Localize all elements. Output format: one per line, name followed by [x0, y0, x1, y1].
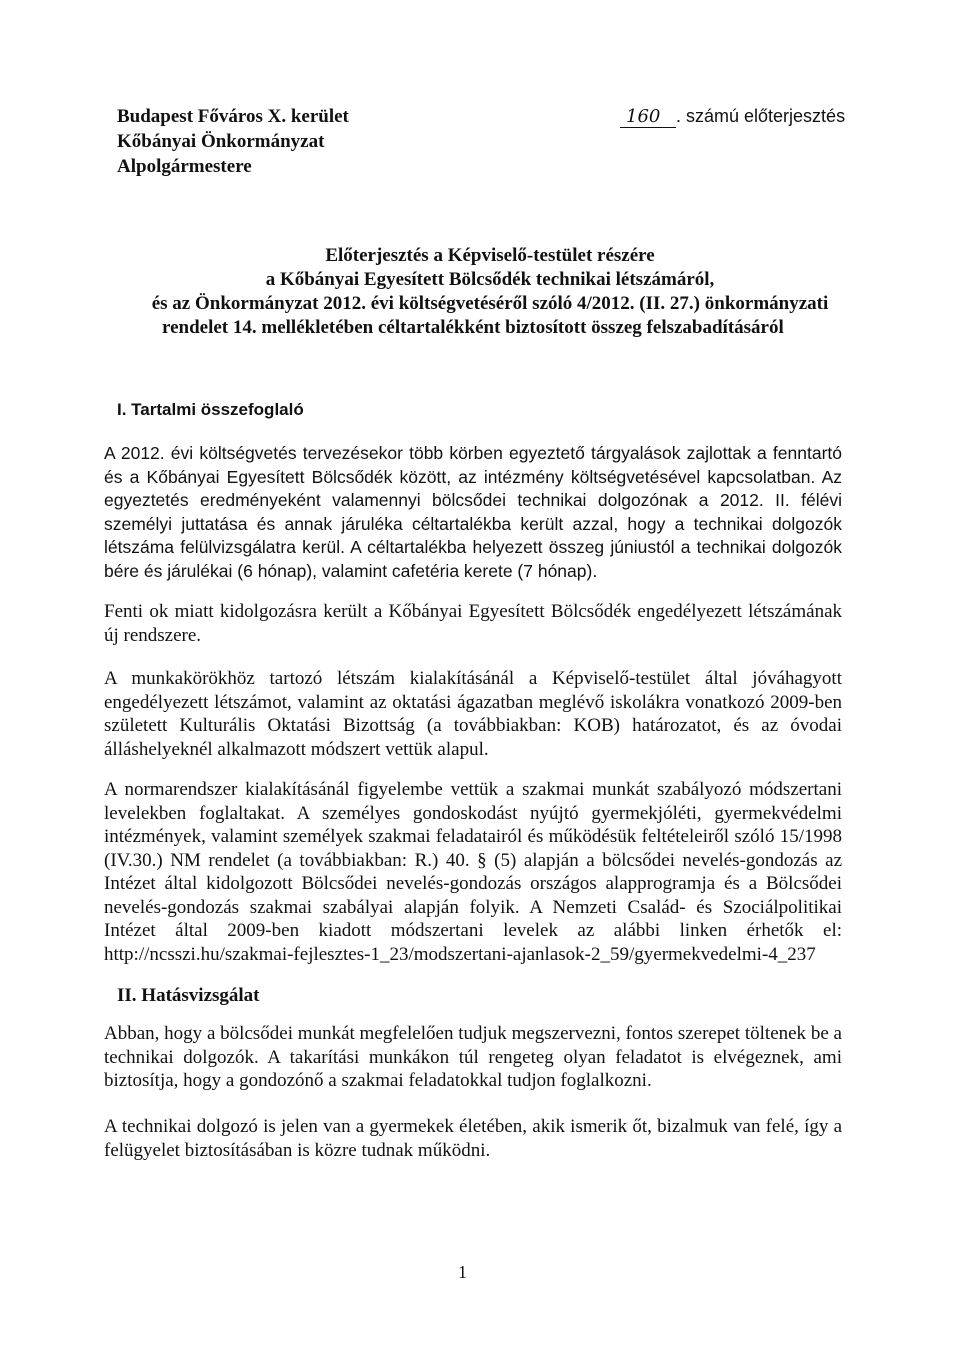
issuer-block: [117, 104, 349, 179]
impact-paragraph-2: A technikai dolgozó is jelen van a gyermekek életében, akik ismerik őt, bizalmuk van felé, így a felügyelet biztosításában is közre tudnak működni.: [104, 1116, 842, 1161]
issuer-line-office: Alpolgármestere: [117, 156, 252, 177]
document-title: [110, 244, 870, 340]
issuer-line-district: Budapest Főváros X. kerület: [117, 106, 349, 127]
section-heading-summary: I. Tartalmi összefoglaló: [117, 400, 304, 419]
impact-paragraph-1: Abban, hogy a bölcsődei munkát megfelelően tudjuk megszervezni, fontos szerepet töltenek be a technikai dolgozók. A takarítási munkákon túl rengeteg olyan feladatot is elvégeznek, ami biztosítja, hogy a gondozónő a szakmai feladatokkal tudjon foglalkozni.: [104, 1023, 842, 1091]
title-line-2: a Kőbányai Egyesített Bölcsődék technikai létszámáról,: [265, 269, 715, 290]
section-heading-impact: II. Hatásvizsgálat: [117, 985, 260, 1006]
title-line-1: Előterjesztés a Képviselő-testület részére: [325, 245, 655, 266]
handwritten-number: 160: [620, 106, 676, 128]
issuer-line-municipality: Kőbányai Önkormányzat: [117, 131, 325, 152]
summary-paragraph-4: A normarendszer kialakításánál figyelembe vettük a szakmai munkát szabályozó módszertani levelekben foglaltakat. A személyes gondoskodást nyújtó gyermekjóléti, gyermekvédelmi intézmények, valamint személyek szakmai feladatairól és működésük feltételeiről szóló 15/1998 (IV.30.) NM rendelet (a továbbiakban: R.) 40. § (5) alapján a bölcsődei nevelés-gondozás az Intézet által kidolgozott Bölcsődei nevelés-gondozás országos alapprogramja és a Bölcsődei nevelés-gondozás szakmai szabályai alapján folyik. A Nemzeti Család- és Szociálpolitikai Intézet által 2009-ben kiadott módszertani levelek az alábbi linken érhetők el: http://ncsszi.hu/szakmai-fejlesztes-1_23/modszertani-ajanlasok-2_59/gyermekvedelmi-4_237: [104, 779, 842, 965]
summary-paragraph-3: A munkakörökhöz tartozó létszám kialakításánál a Képviselő-testület által jóváhagyott engedélyezett létszámot, valamint az oktatási ágazatban meglévő iskolákra vonatkozó 2009-ben született Kulturális Oktatási Bizottság (a továbbiakban: KOB) határozatot, és az óvodai álláshelyeknél alkalmazott módszert vettük alapul.: [104, 668, 842, 760]
reference-number: [620, 106, 845, 128]
reference-suffix: . számú előterjesztés: [676, 106, 846, 126]
page-number: 1: [458, 1262, 467, 1282]
summary-paragraph-1: A 2012. évi költségvetés tervezésekor több körben egyeztető tárgyalások zajlottak a fenntartó és a Kőbányai Egyesített Bölcsődék között, az intézmény költségvetésével kapcsolatban. Az egyeztetés eredményeként valamennyi bölcsődei technikai dolgozónak a 2012. II. félévi személyi juttatása és annak járuléka céltartalékba került azzal, hogy a technikai dolgozók létszáma felülvizsgálatra kerül. A céltartalékba helyezett összeg júniustól a technikai dolgozók bére és járulékai (6 hónap), valamint cafetéria kerete (7 hónap).: [104, 443, 842, 581]
title-line-4: rendelet 14. mellékletében céltartalékként biztosított összeg felszabadításáról: [162, 317, 784, 338]
summary-paragraph-2: Fenti ok miatt kidolgozásra került a Kőbányai Egyesített Bölcsődék engedélyezett létszámának új rendszere.: [104, 601, 842, 646]
title-line-3: és az Önkormányzat 2012. évi költségvetéséről szóló 4/2012. (II. 27.) önkormányzati: [151, 293, 829, 314]
